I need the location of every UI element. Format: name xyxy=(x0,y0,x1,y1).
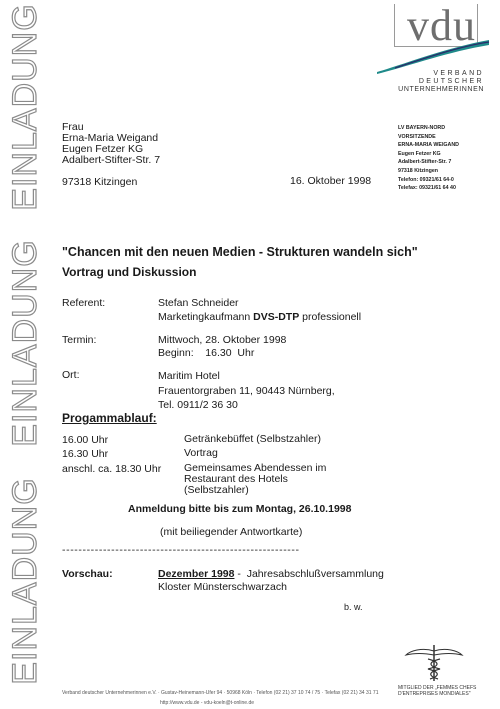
footer-address: Verband deutscher Unternehmerinnen e.V. · Gustav-Heinemann-Ufer 94 · 50968 Köln · Telefon (02 21) 37 10 74 / 75 · Telefax (02 21) 34 31 71 xyxy=(62,690,379,696)
sender-line: Eugen Fetzer KG xyxy=(398,150,441,157)
referent-name: Stefan Schneider xyxy=(158,297,239,309)
divider: ---------------------------------------------------------- xyxy=(62,544,300,556)
ort-line: Frauentorgraben 11, 90443 Nürnberg, xyxy=(158,384,335,397)
sender-line: LV BAYERN-NORD xyxy=(398,125,446,131)
sender-line: Adalbert-Stifter-Str. 7 xyxy=(398,159,452,166)
org-line: DEUTSCHER xyxy=(418,78,484,85)
programm-desc: Vortrag xyxy=(184,447,218,459)
programm-time: anschl. ca. 18.30 Uhr xyxy=(62,463,162,475)
logo-swoosh-icon xyxy=(375,34,490,74)
programm-time: 16.00 Uhr xyxy=(62,434,109,446)
ort-line: Tel. 0911/2 36 30 xyxy=(158,399,238,411)
membership-line: D'ENTREPRISES MONDIALES" xyxy=(398,691,471,697)
referent-title xyxy=(158,311,361,324)
preview-date: Dezember 1998 xyxy=(158,568,235,580)
preview-text: - Jahresabschlußversammlung xyxy=(234,568,384,580)
event-subtitle: Vortrag und Diskussion xyxy=(62,265,197,279)
sender-line: 97318 Kitzingen xyxy=(398,167,439,174)
recipient-line: Eugen Fetzer KG xyxy=(62,143,144,155)
programm-desc-line: (Selbstzahler) xyxy=(184,484,249,496)
recipient-line: Frau xyxy=(62,121,84,133)
logo-text: vdu xyxy=(407,1,476,50)
referent-label: Referent: xyxy=(62,297,106,309)
programm-heading: Progammablauf: xyxy=(62,411,157,425)
termin-date: Mittwoch, 28. Oktober 1998 xyxy=(158,334,287,346)
programm-time: 16.30 Uhr xyxy=(62,448,109,460)
einladung-watermark xyxy=(0,0,50,709)
recipient-line: Adalbert-Stifter-Str. 7 xyxy=(62,154,161,166)
ort-value xyxy=(158,369,335,413)
einladung-word: EINLADUNG xyxy=(6,239,44,447)
referent-value xyxy=(158,297,361,323)
caduceus-icon xyxy=(404,643,464,683)
termin-time: Beginn: 16.30 Uhr xyxy=(158,346,255,359)
recipient-city: 97318 Kitzingen xyxy=(62,176,138,188)
logo-org-name xyxy=(388,70,484,94)
registration-deadline: Anmeldung bitte bis zum Montag, 26.10.1998 xyxy=(128,503,352,515)
preview-place: Kloster Münsterschwarzach xyxy=(158,580,287,593)
vdu-logo xyxy=(375,1,490,104)
termin-value xyxy=(158,334,286,359)
org-line: VERBAND xyxy=(433,70,484,77)
sender-line: Telefon: 09321/61 64-0 xyxy=(398,176,454,183)
event-title: "Chancen mit den neuen Medien - Strukturen wandeln sich" xyxy=(62,245,418,259)
termin-label: Termin: xyxy=(62,334,97,346)
ort-line: Maritim Hotel xyxy=(158,370,220,382)
preview-label: Vorschau: xyxy=(62,568,113,580)
programm-desc-line: Gemeinsames Abendessen im xyxy=(184,462,327,474)
signature-note: b. w. xyxy=(344,602,363,612)
einladung-word: EINLADUNG xyxy=(6,3,44,211)
referent-title-text: professionell xyxy=(299,310,362,323)
sender-line: Telefax: 09321/61 64 40 xyxy=(398,185,456,192)
ort-label: Ort: xyxy=(62,369,80,381)
membership-text xyxy=(398,685,478,697)
sender-line: VORSITZENDE xyxy=(398,133,436,140)
sender-line: ERNA-MARIA WEIGAND xyxy=(398,142,460,149)
footer-web: http://www.vdu.de - vdu-koeln@t-online.de xyxy=(160,700,255,706)
membership-line: MITGLIED DER „FEMMES CHEFS xyxy=(398,685,477,691)
programm-desc: Getränkebüffet (Selbstzahler) xyxy=(184,433,321,445)
letter-date: 16. Oktober 1998 xyxy=(290,175,372,187)
registration-note: (mit beiliegender Antwortkarte) xyxy=(160,526,303,538)
preview-value xyxy=(158,568,384,593)
org-line: UNTERNEHMERINNEN xyxy=(398,86,484,93)
programm-desc xyxy=(184,463,326,496)
membership-badge xyxy=(398,643,478,697)
referent-title-bold: DVS-DTP xyxy=(253,310,300,323)
programm-desc-line: Restaurant des Hotels xyxy=(184,473,288,485)
recipient-address xyxy=(62,122,160,188)
referent-title-text: Marketingkaufmann xyxy=(158,310,254,323)
sender-address xyxy=(398,124,498,193)
einladung-word: EINLADUNG xyxy=(6,477,44,685)
recipient-line: Erna-Maria Weigand xyxy=(62,132,159,144)
